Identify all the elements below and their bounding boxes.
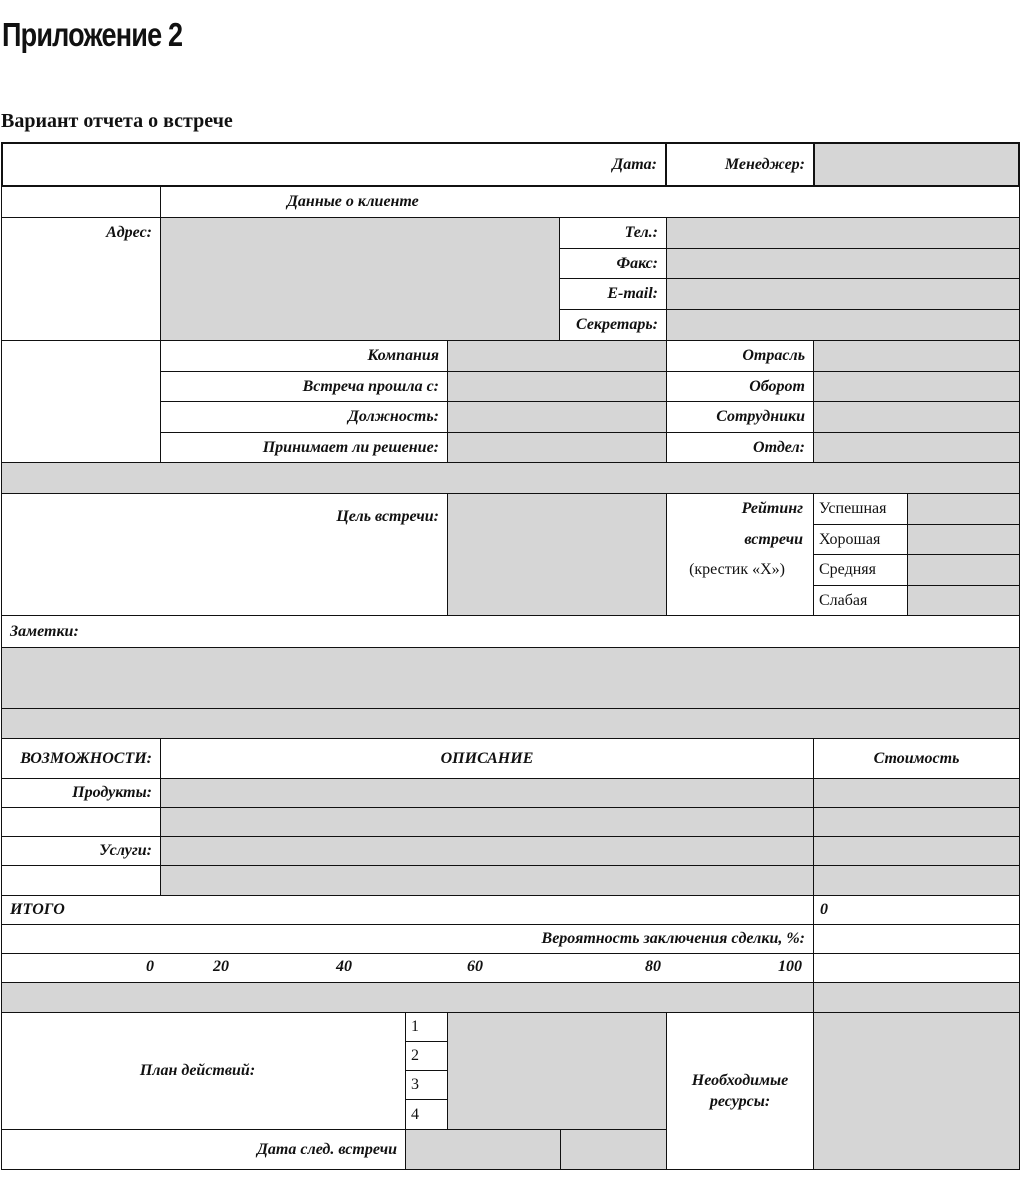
company-field[interactable] bbox=[447, 340, 667, 372]
total-value: 0 bbox=[813, 895, 1020, 925]
rating-title bbox=[666, 493, 814, 616]
form-title: Вариант отчета о встрече bbox=[1, 110, 233, 132]
decision-label: Принимает ли решение: bbox=[160, 432, 448, 463]
rating-option-good: Хорошая bbox=[813, 524, 908, 555]
address-label: Адрес: bbox=[1, 217, 161, 341]
page-heading: Приложение 2 bbox=[2, 16, 183, 53]
rating-title-line-2: встречи bbox=[744, 531, 803, 548]
probability-scale bbox=[1, 953, 814, 983]
rating-title-line-1: Рейтинг bbox=[741, 500, 803, 517]
decision-field[interactable] bbox=[447, 432, 667, 463]
probability-label: Вероятность заключения сделки, %: bbox=[1, 924, 814, 954]
blank-cell bbox=[1, 186, 161, 218]
blank-cell bbox=[1, 807, 161, 837]
turnover-label: Оборот bbox=[666, 371, 814, 402]
services-label: Услуги: bbox=[1, 836, 161, 866]
products-cost-field[interactable] bbox=[813, 807, 1020, 837]
address-field[interactable] bbox=[160, 217, 560, 341]
products-label: Продукты: bbox=[1, 778, 161, 808]
rating-option-successful: Успешная bbox=[813, 493, 908, 525]
plan-step-number: 1 bbox=[405, 1012, 448, 1042]
rating-option-average: Средняя bbox=[813, 554, 908, 586]
services-cost-field[interactable] bbox=[813, 836, 1020, 866]
description-header: ОПИСАНИЕ bbox=[160, 738, 814, 779]
scale-tick-20[interactable]: 20 bbox=[213, 958, 229, 975]
industry-field[interactable] bbox=[813, 340, 1020, 372]
opportunities-header: ВОЗМОЖНОСТИ: bbox=[1, 738, 161, 779]
rating-checkbox-weak[interactable] bbox=[907, 585, 1020, 616]
services-description-field[interactable] bbox=[160, 865, 814, 896]
date-label: Дата: bbox=[1, 142, 667, 187]
position-label: Должность: bbox=[160, 401, 448, 433]
resources-label: Необходимые ресурсы: bbox=[666, 1012, 814, 1170]
services-description-field[interactable] bbox=[160, 836, 814, 866]
services-cost-field[interactable] bbox=[813, 865, 1020, 896]
tel-field[interactable] bbox=[666, 217, 1020, 249]
scale-tick-40[interactable]: 40 bbox=[336, 958, 352, 975]
plan-step-number: 4 bbox=[405, 1099, 448, 1130]
email-label: E-mail: bbox=[559, 278, 667, 310]
next-meeting-label: Дата след. встречи bbox=[1, 1129, 406, 1170]
scale-tick-0[interactable]: 0 bbox=[146, 958, 154, 975]
products-description-field[interactable] bbox=[160, 778, 814, 808]
blank-cell bbox=[813, 953, 1020, 983]
total-label: ИТОГО bbox=[1, 895, 814, 925]
met-with-field[interactable] bbox=[447, 371, 667, 402]
goal-label: Цель встречи: bbox=[1, 493, 448, 616]
email-field[interactable] bbox=[666, 278, 1020, 310]
manager-label: Менеджер: bbox=[665, 142, 815, 187]
manager-field[interactable] bbox=[813, 142, 1020, 187]
plan-step-number: 3 bbox=[405, 1070, 448, 1100]
cost-header: Стоимость bbox=[813, 738, 1020, 779]
secretary-label: Секретарь: bbox=[559, 309, 667, 341]
section-divider bbox=[1, 982, 814, 1013]
employees-label: Сотрудники bbox=[666, 401, 814, 433]
employees-field[interactable] bbox=[813, 401, 1020, 433]
fax-field[interactable] bbox=[666, 248, 1020, 279]
met-with-label: Встреча прошла с: bbox=[160, 371, 448, 402]
section-divider bbox=[1, 708, 1020, 739]
scale-tick-60[interactable]: 60 bbox=[467, 958, 483, 975]
rating-hint: (крестик «Х») bbox=[689, 561, 785, 578]
resources-field[interactable] bbox=[813, 1012, 1020, 1170]
section-divider bbox=[1, 462, 1020, 494]
client-data-title: Данные о клиенте bbox=[160, 186, 1020, 218]
probability-field[interactable] bbox=[813, 924, 1020, 954]
notes-label: Заметки: bbox=[1, 615, 1020, 648]
rating-checkbox-successful[interactable] bbox=[907, 493, 1020, 525]
plan-step-number: 2 bbox=[405, 1041, 448, 1071]
tel-label: Тел.: bbox=[559, 217, 667, 249]
blank-cell bbox=[1, 865, 161, 896]
section-divider bbox=[813, 982, 1020, 1013]
products-cost-field[interactable] bbox=[813, 778, 1020, 808]
goal-field[interactable] bbox=[447, 493, 667, 616]
rating-checkbox-average[interactable] bbox=[907, 554, 1020, 586]
products-description-field[interactable] bbox=[160, 807, 814, 837]
action-plan-label: План действий: bbox=[1, 1012, 406, 1130]
next-meeting-date-field[interactable] bbox=[405, 1129, 561, 1170]
turnover-field[interactable] bbox=[813, 371, 1020, 402]
secretary-field[interactable] bbox=[666, 309, 1020, 341]
scale-tick-80[interactable]: 80 bbox=[645, 958, 661, 975]
notes-field[interactable] bbox=[1, 647, 1020, 709]
fax-label: Факс: bbox=[559, 248, 667, 279]
rating-option-weak: Слабая bbox=[813, 585, 908, 616]
next-meeting-time-field[interactable] bbox=[560, 1129, 667, 1170]
blank-cell bbox=[1, 340, 161, 463]
department-field[interactable] bbox=[813, 432, 1020, 463]
rating-checkbox-good[interactable] bbox=[907, 524, 1020, 555]
company-label: Компания bbox=[160, 340, 448, 372]
action-plan-field[interactable] bbox=[447, 1012, 667, 1130]
industry-label: Отрасль bbox=[666, 340, 814, 372]
department-label: Отдел: bbox=[666, 432, 814, 463]
scale-tick-100[interactable]: 100 bbox=[778, 958, 802, 975]
position-field[interactable] bbox=[447, 401, 667, 433]
